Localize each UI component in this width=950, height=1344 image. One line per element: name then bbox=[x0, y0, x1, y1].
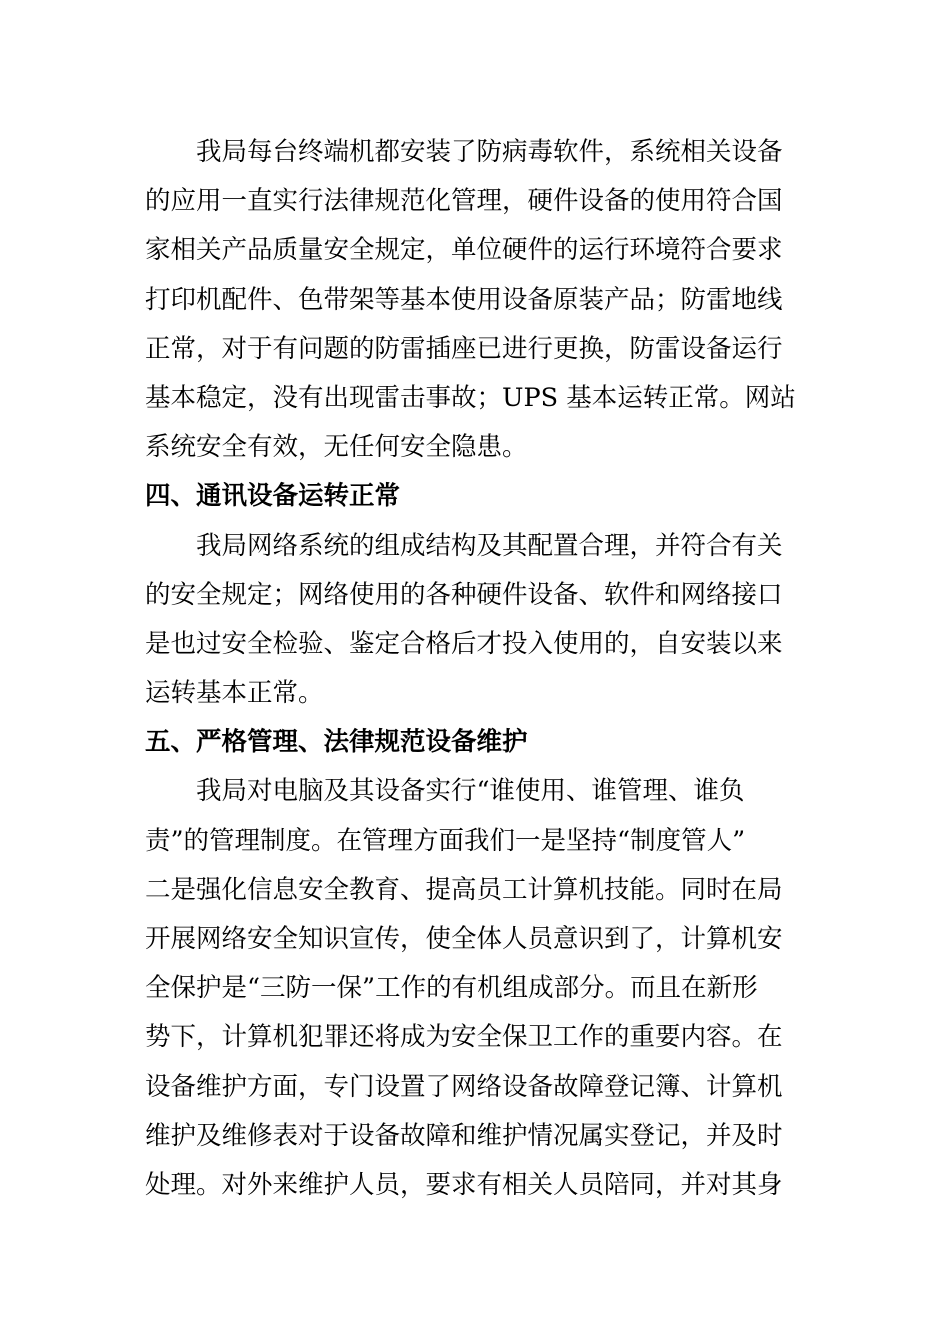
document-page bbox=[145, 128, 807, 1210]
paragraph-line: 是也过安全检验、鉴定合格后才投入使用的，自安装以来 bbox=[145, 628, 783, 659]
paragraph-line: 全保护是“三防一保”工作的有机组成部分。而且在新形 bbox=[145, 973, 758, 1004]
paragraph-line: 设备维护方面，专门设置了网络设备故障登记簿、计算机 bbox=[145, 1071, 783, 1102]
paragraph-line: 家相关产品质量安全规定，单位硬件的运行环境符合要求 bbox=[145, 235, 783, 266]
paragraph-line: 系统安全有效，无任何安全隐患。 bbox=[145, 432, 528, 463]
paragraph-line: 维护及维修表对于设备故障和维护情况属实登记，并及时 bbox=[145, 1120, 783, 1151]
paragraph-line: 运转基本正常。 bbox=[145, 678, 324, 709]
paragraph-line: 开展网络安全知识宣传，使全体人员意识到了，计算机安 bbox=[145, 924, 783, 954]
paragraph-line: 我局对电脑及其设备实行“谁使用、谁管理、谁负 bbox=[196, 776, 745, 807]
paragraph-line: 势下，计算机犯罪还将成为安全保卫工作的重要内容。在 bbox=[145, 1022, 783, 1053]
paragraph-line: 打印机配件、色带架等基本使用设备原装产品；防雷地线 bbox=[145, 284, 783, 315]
section-heading: 五、严格管理、法律规范设备维护 bbox=[145, 727, 528, 758]
paragraph-line: 我局每台终端机都安装了防病毒软件，系统相关设备 bbox=[196, 137, 783, 167]
paragraph-line: 的安全规定；网络使用的各种硬件设备、软件和网络接口 bbox=[145, 579, 783, 610]
paragraph-line: 处理。对外来维护人员，要求有相关人员陪同，并对其身 bbox=[145, 1169, 783, 1200]
paragraph-line: 基本稳定，没有出现雷击事故；UPS 基本运转正常。网站 bbox=[145, 382, 796, 413]
paragraph-line: 正常，对于有问题的防雷插座已进行更换，防雷设备运行 bbox=[145, 333, 783, 364]
paragraph-line: 二是强化信息安全教育、提高员工计算机技能。同时在局 bbox=[145, 874, 783, 905]
paragraph-line: 的应用一直实行法律规范化管理，硬件设备的使用符合国 bbox=[145, 186, 783, 217]
paragraph-line: 责”的管理制度。在管理方面我们一是坚持“制度管人” bbox=[145, 825, 746, 856]
section-heading: 四、通讯设备运转正常 bbox=[145, 481, 401, 512]
paragraph-line: 我局网络系统的组成结构及其配置合理，并符合有关 bbox=[196, 530, 783, 561]
